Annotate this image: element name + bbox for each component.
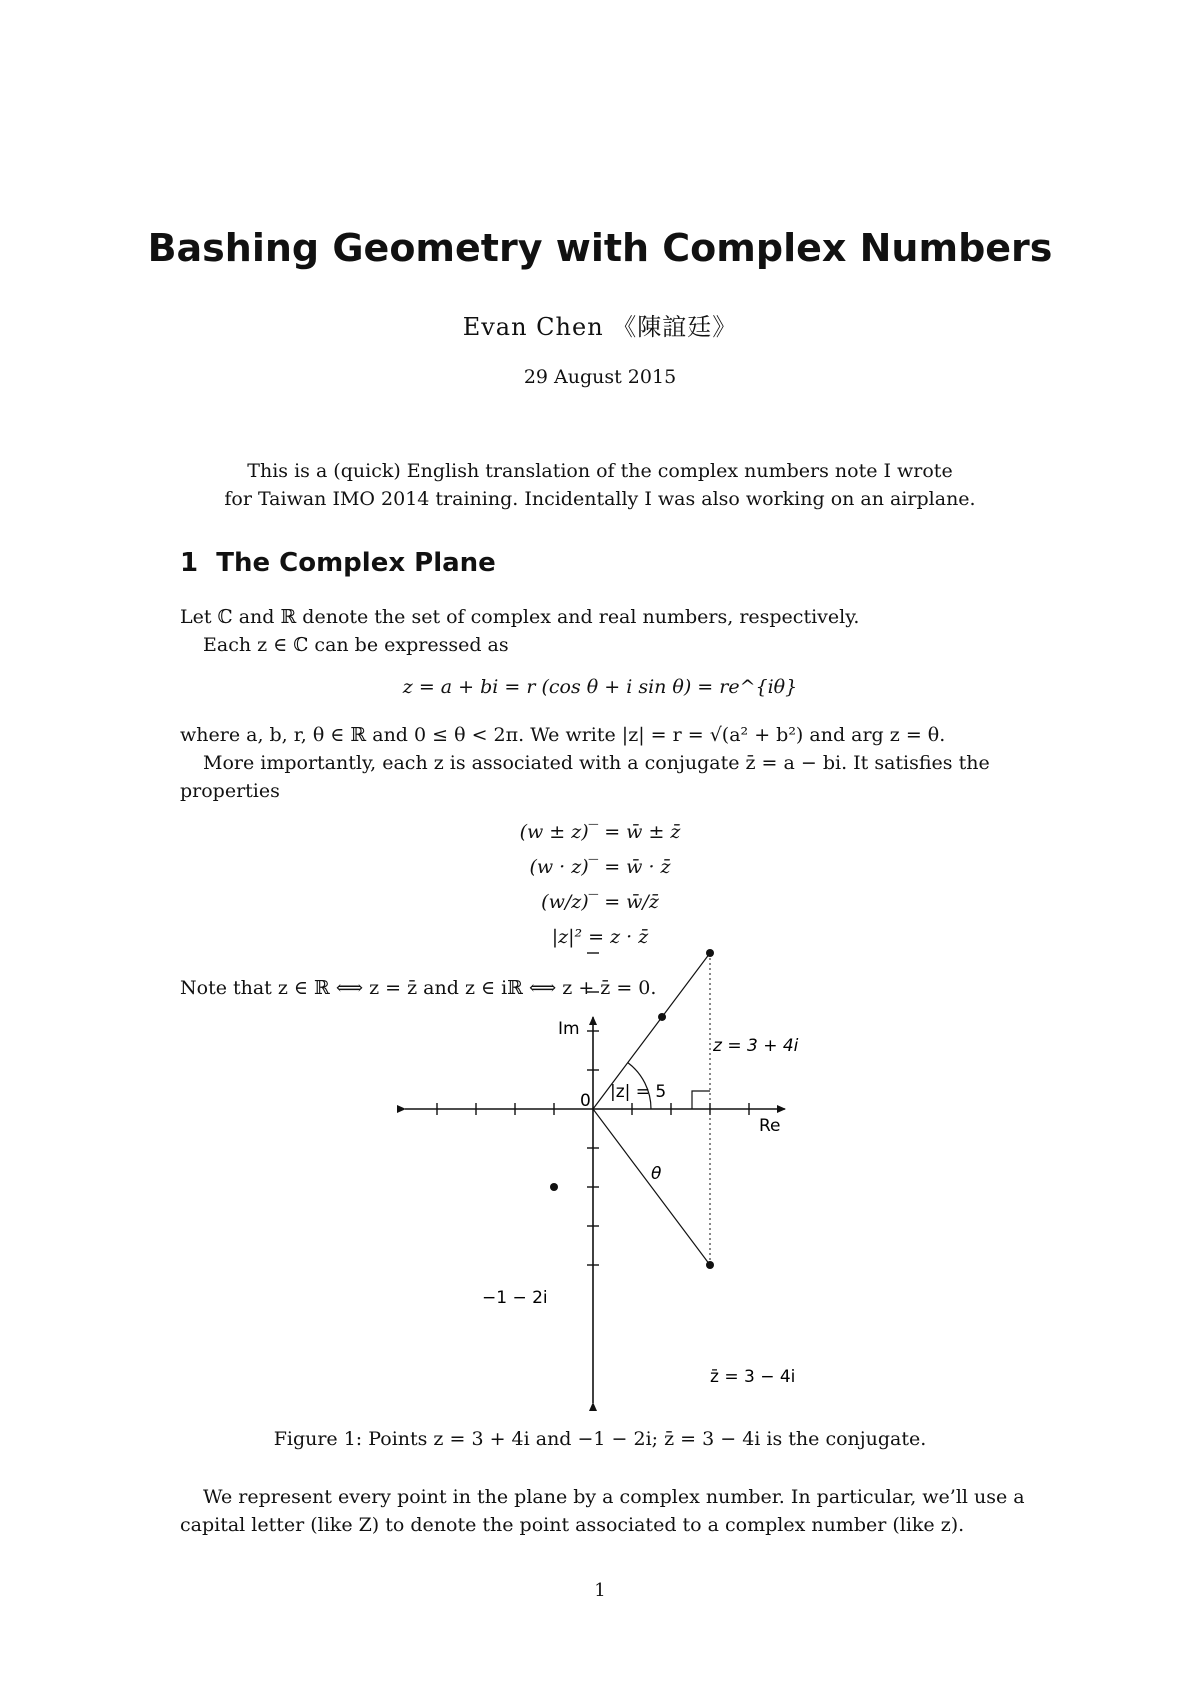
author: Evan Chen 《陳誼廷》 — [462, 313, 738, 341]
paper-title: Bashing Geometry with Complex Numbers — [147, 226, 1053, 270]
property-quotient: (w/z)‾ = w̄/z̄ — [541, 891, 659, 913]
modulus-label: |z| = 5 — [610, 1082, 667, 1102]
section-title: The Complex Plane — [216, 548, 496, 578]
paragraph-2: Each z ∈ ℂ can be expressed as — [203, 634, 509, 656]
equation-polar-form: z = a + bi = r (cos θ + i sin θ) = re^{iθ} — [402, 676, 798, 698]
property-modulus: |z|² = z · z̄ — [551, 926, 649, 948]
section-number: 1 — [180, 548, 199, 578]
paragraph-4-line-1: More importantly, each z is associated with a conjugate z̄ = a − bi. It satisfies the — [203, 752, 990, 774]
paragraph-1: Let ℂ and ℝ denote the set of complex and real numbers, respectively. — [180, 606, 860, 628]
right-angle-mark — [692, 1091, 710, 1109]
theta-label: θ — [651, 1164, 662, 1184]
paragraph-5: Note that z ∈ ℝ ⟺ z = z̄ and z ∈ iℝ ⟺ z + z̄ = 0. — [180, 977, 657, 999]
im-axis-label: Im — [558, 1019, 580, 1039]
paragraph-4-line-2: properties — [180, 780, 280, 802]
re-axis-label: Re — [759, 1116, 781, 1136]
point-modulus — [658, 1013, 666, 1021]
paragraph-6-line-2: capital letter (like Z) to denote the point associated to a complex number (like z). — [180, 1514, 965, 1536]
property-product: (w · z)‾ = w̄ · z̄ — [529, 856, 671, 878]
neg-point-label: −1 − 2i — [482, 1288, 548, 1308]
z-label: z = 3 + 4i — [713, 1036, 799, 1056]
vector-to-conjugate — [593, 1109, 710, 1265]
property-sum: (w ± z)‾ = w̄ ± z̄ — [519, 821, 681, 843]
paragraph-3: where a, b, r, θ ∈ ℝ and 0 ≤ θ < 2π. We write |z| = r = √(a² + b²) and arg z = θ. — [180, 724, 946, 746]
page-number: 1 — [594, 1580, 606, 1601]
abstract-line-1: This is a (quick) English translation of the complex numbers note I wrote — [247, 460, 953, 482]
origin-label: 0 — [580, 1091, 591, 1111]
paragraph-6-line-1: We represent every point in the plane by a complex number. In particular, we’ll use a — [203, 1486, 1025, 1508]
point-conjugate — [706, 1261, 714, 1269]
abstract-line-2: for Taiwan IMO 2014 training. Incidentally I was also working on an airplane. — [224, 488, 976, 510]
conjugate-label: z̄ = 3 − 4i — [710, 1367, 796, 1387]
point-z — [706, 949, 714, 957]
figure-caption: Figure 1: Points z = 3 + 4i and −1 − 2i; z̄ = 3 − 4i is the conjugate. — [273, 1428, 927, 1450]
date: 29 August 2015 — [523, 366, 677, 388]
point-neg — [550, 1183, 558, 1191]
